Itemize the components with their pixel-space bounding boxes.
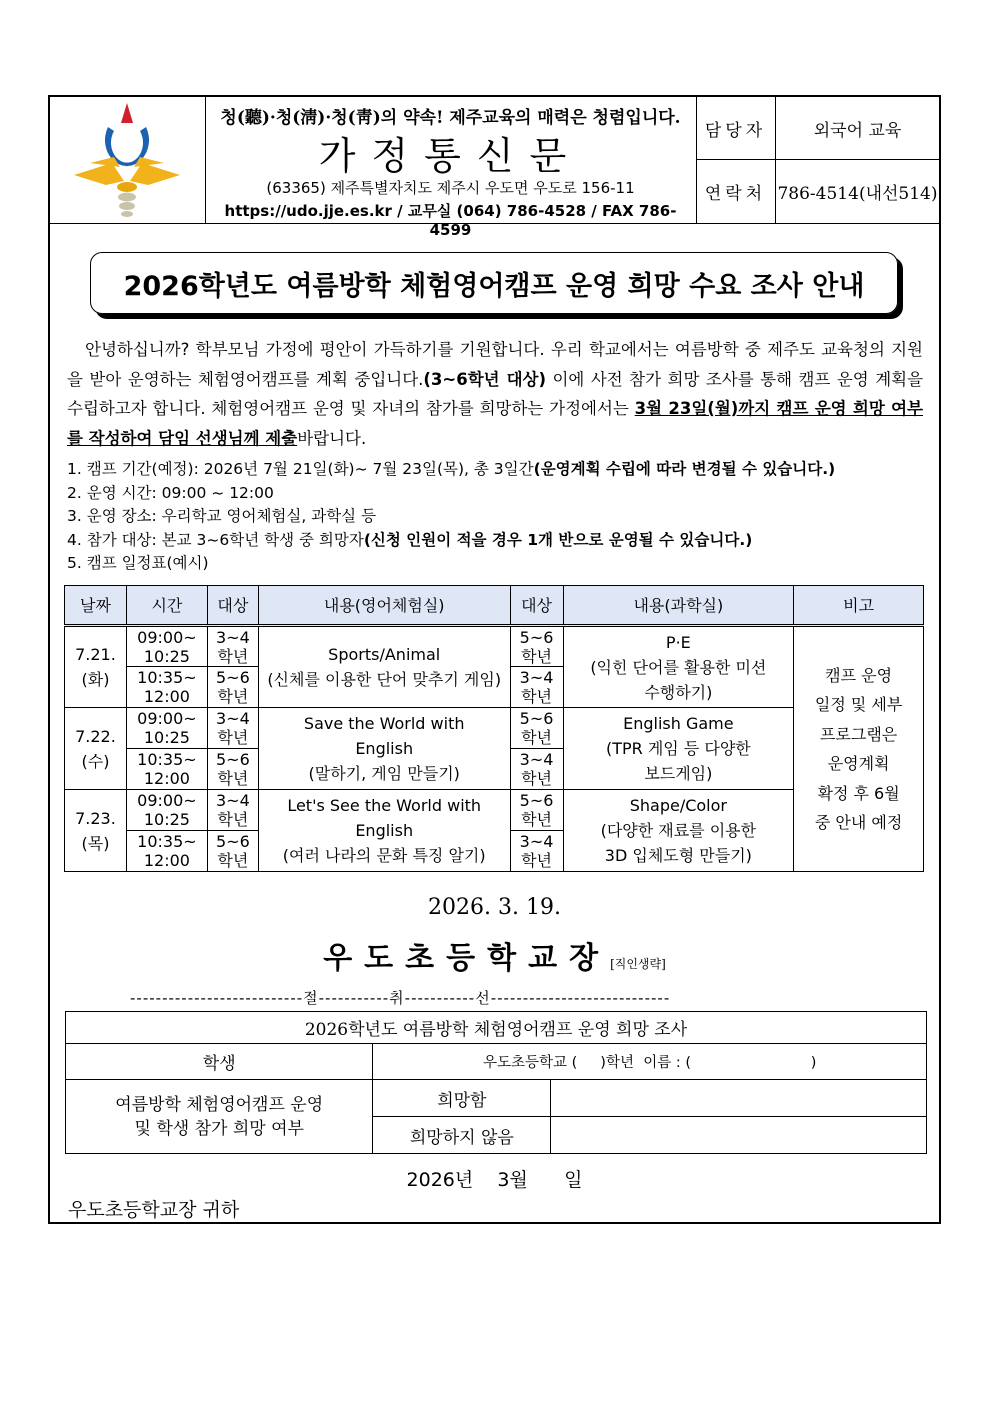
info-item: 4. 참가 대상: 본교 3~6학년 학생 중 희망자(신청 인원이 적을 경우 1개 반으로 운영될 수 있습니다.) [67, 530, 753, 549]
col-header: 날짜 [65, 586, 127, 626]
col-header: 대상 [510, 586, 563, 626]
intro-deadline: 3월 23일(월)까지 캠프 운영 희망 여부를 작성하여 담임 선생님께 제출 [67, 399, 923, 448]
option-yes-label: 희망함 [373, 1080, 551, 1117]
option-yes-checkbox[interactable] [551, 1080, 927, 1117]
table-row [65, 626, 924, 667]
intro-text-3: 바랍니다. [297, 428, 367, 448]
col-header: 시간 [126, 586, 207, 626]
day-date: 7.21. (화) [65, 626, 127, 708]
grade-cell: 3~4 학년 [207, 708, 258, 749]
time-slot: 10:35~ 12:00 [126, 667, 207, 708]
table-header-row [65, 586, 924, 626]
reply-addressee: 우도초등학교장 귀하 [68, 1199, 240, 1221]
grade-cell: 3~4 학년 [510, 749, 563, 790]
school-emblem-icon [50, 97, 205, 223]
signer: 우도초등학교장[직인생략] [323, 941, 666, 976]
contact-label: 연락처 [696, 160, 776, 223]
day-date: 7.22. (수) [65, 708, 127, 790]
intro-text-1: 안녕하십니까? 학부모님 가정에 평안이 가득하기를 기원합니다. 우리 학교에서는 여름방학 중 제주도 교육청의 지원을 받아 운영하는 체험영어캠프를 계획 중입니다. [67, 340, 923, 389]
issue-date: 2026. 3. 19. [428, 895, 561, 920]
grade-cell: 3~4 학년 [510, 667, 563, 708]
grade-cell: 5~6 학년 [207, 831, 258, 872]
time-slot: 09:00~ 10:25 [126, 626, 207, 667]
schedule-table [64, 585, 924, 872]
letterhead [50, 97, 939, 239]
seal-note: [직인생략] [610, 957, 666, 971]
grade-cell: 3~4 학년 [207, 790, 258, 831]
intro-target: (3~6학년 대상) [423, 369, 546, 389]
col-header: 내용(과학실) [563, 586, 794, 626]
grade-cell: 5~6 학년 [207, 749, 258, 790]
science-content: Shape/Color (다양한 재료를 이용한 3D 입체도형 만들기) [563, 790, 794, 872]
manager-label: 담당자 [696, 97, 776, 160]
manager-value: 외국어 교육 [776, 97, 939, 160]
notice-frame [48, 95, 941, 1224]
grade-cell: 5~6 학년 [510, 790, 563, 831]
time-slot: 10:35~ 12:00 [126, 749, 207, 790]
col-header: 비고 [794, 586, 924, 626]
reply-form [65, 1011, 927, 1154]
grade-cell: 5~6 학년 [510, 708, 563, 749]
student-label: 학생 [66, 1044, 373, 1080]
col-header: 대상 [207, 586, 258, 626]
letterhead-center [205, 97, 697, 239]
english-content: Sports/Animal (신체를 이용한 단어 맞추기 게임) [258, 626, 510, 708]
question-cell: 여름방학 체험영어캠프 운영 및 학생 참가 희망 여부 [66, 1080, 373, 1154]
grade-cell: 3~4 학년 [207, 626, 258, 667]
note-cell: 캠프 운영 일정 및 세부 프로그램은 운영계획 확정 후 6월 중 안내 예정 [794, 626, 924, 872]
info-list [67, 458, 835, 576]
info-item: 3. 운영 장소: 우리학교 영어체험실, 과학실 등 [67, 507, 377, 526]
intro-paragraph [67, 335, 923, 453]
reply-title: 2026학년도 여름방학 체험영어캠프 운영 희망 조사 [66, 1012, 927, 1044]
day-date: 7.23. (목) [65, 790, 127, 872]
grade-cell: 5~6 학년 [207, 667, 258, 708]
science-content: English Game (TPR 게임 등 다양한 보드게임) [563, 708, 794, 790]
col-header: 내용(영어체험실) [258, 586, 510, 626]
info-item: 5. 캠프 일정표(예시) [67, 554, 209, 573]
grade-cell: 3~4 학년 [510, 831, 563, 872]
school-logo [50, 97, 206, 223]
science-content: P·E (익힌 단어를 활용한 미션 수행하기) [563, 626, 794, 708]
english-content: Let's See the World with English (여러 나라의 문화 특징 알기) [258, 790, 510, 872]
option-no-checkbox[interactable] [551, 1117, 927, 1154]
grade-cell: 5~6 학년 [510, 626, 563, 667]
time-slot: 09:00~ 10:25 [126, 790, 207, 831]
school-address: (63365) 제주특별자치도 제주시 우도면 우도로 156-11 [266, 179, 635, 197]
page-title: 가정통신문 [318, 134, 583, 178]
time-slot: 10:35~ 12:00 [126, 831, 207, 872]
time-slot: 09:00~ 10:25 [126, 708, 207, 749]
notice-title: 2026학년도 여름방학 체험영어캠프 운영 희망 수요 조사 안내 [90, 252, 898, 314]
info-item: 1. 캠프 기간(예정): 2026년 7월 21일(화)~ 7월 23일(목), 총 3일간(운영계획 수립에 따라 변경될 수 있습니다.) [67, 460, 836, 478]
reply-date: 2026년 3월 일 [406, 1169, 583, 1191]
student-field[interactable]: 우도초등학교 ( )학년 이름 : ( ) [373, 1044, 927, 1080]
cut-line: ---------------------------절-----------취-----------선---------------------------- [130, 989, 671, 1007]
english-content: Save the World with English (말하기, 게임 만들기) [258, 708, 510, 790]
option-no-label: 희망하지 않음 [373, 1117, 551, 1154]
motto: 청(聽)·청(淸)·청(靑)의 약속! 제주교육의 매력은 청렴입니다. [220, 108, 681, 128]
info-item: 2. 운영 시간: 09:00 ~ 12:00 [67, 483, 274, 502]
school-contact: https://udo.jje.es.kr / 교무실 (064) 786-4528 / FAX 786-4599 [224, 202, 677, 239]
intro-text-2: 이에 사전 참가 희망 조사를 통해 캠프 운영 계획을 수립하고자 합니다. 체험영어캠프 운영 및 자녀의 참가를 희망하는 가정에서는 [67, 369, 924, 418]
contact-value: 786-4514(내선514) [777, 184, 938, 204]
